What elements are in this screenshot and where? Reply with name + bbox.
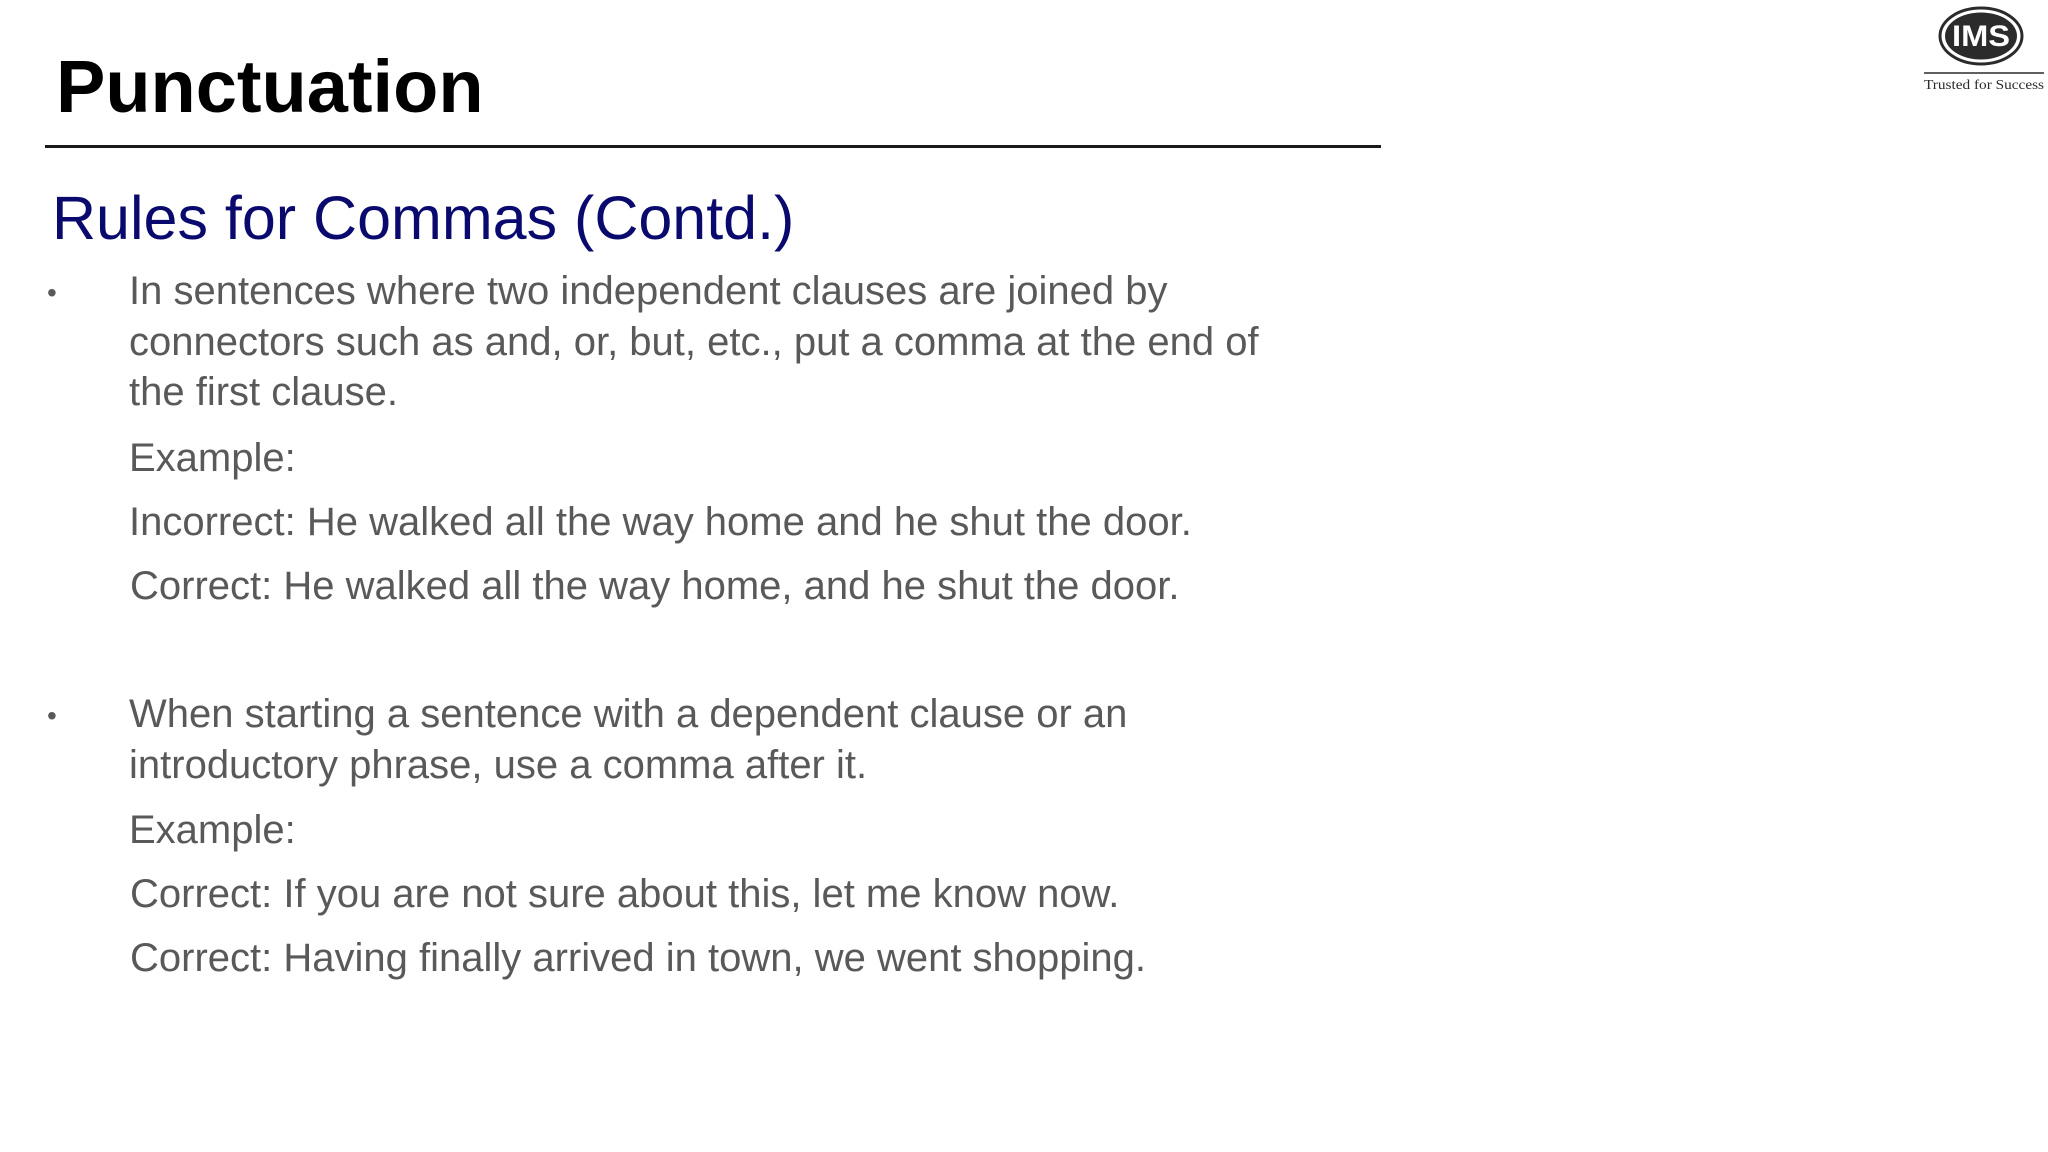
ims-logo — [1918, 4, 2046, 96]
bullet-text: In sentences where two independent clauses are joined by connectors such as and, or, but, etc., put a comma at the end of the first clause. — [129, 269, 1259, 414]
logo-mark: IMS — [1952, 20, 2010, 53]
bullet-text: When starting a sentence with a dependent clause or an introductory phrase, use a comma after it. — [129, 692, 1128, 787]
example-label: Example: — [129, 808, 296, 852]
section-subtitle: Rules for Commas (Contd.) — [52, 184, 795, 252]
logo-tagline: Trusted for Success — [1924, 78, 2044, 93]
example-correct: Correct: If you are not sure about this, let me know now. — [130, 872, 1120, 916]
bullet-marker: • — [47, 700, 57, 731]
example-correct: Correct: He walked all the way home, and he shut the door. — [130, 564, 1180, 608]
slide-title: Punctuation — [56, 45, 484, 128]
title-divider — [45, 145, 1381, 148]
example-correct: Correct: Having finally arrived in town, we went shopping. — [130, 936, 1147, 980]
bullet-marker: • — [47, 277, 57, 308]
example-label: Example: — [129, 436, 296, 480]
example-incorrect: Incorrect: He walked all the way home and he shut the door. — [129, 500, 1192, 544]
